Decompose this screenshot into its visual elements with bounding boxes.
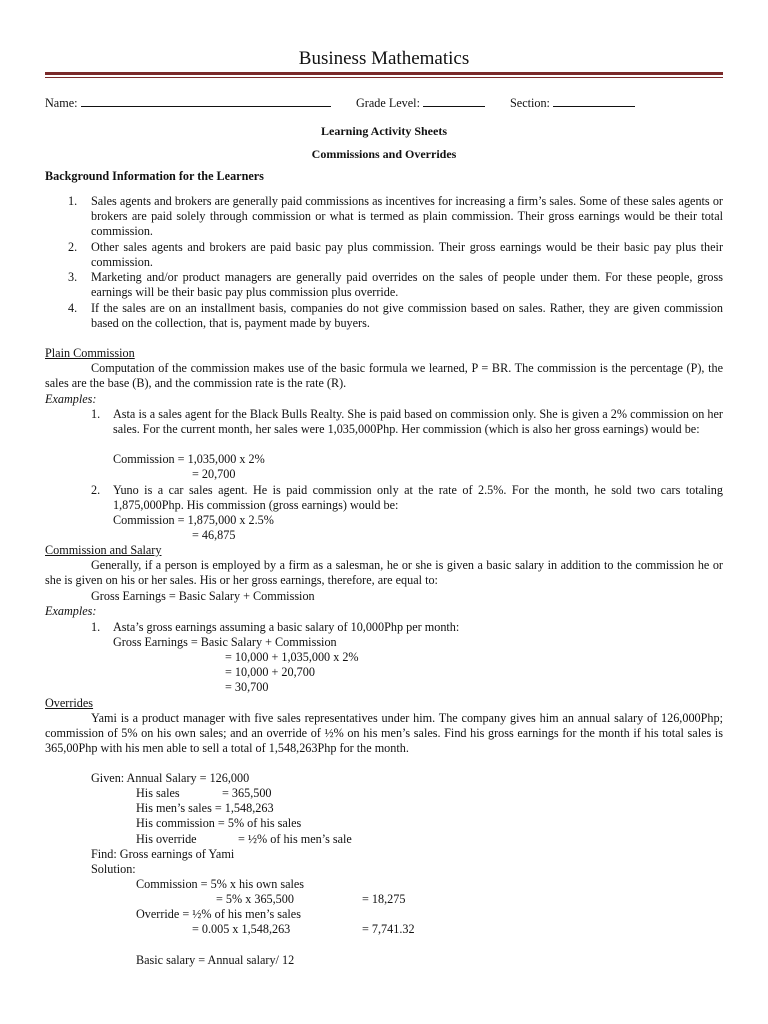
example-number: 1. <box>91 620 101 634</box>
calc-result: = 18,275 <box>362 892 406 906</box>
calc-line: Basic salary = Annual salary/ 12 <box>136 953 295 967</box>
calc-result: = 7,741.32 <box>362 922 415 936</box>
title-rule-thick <box>45 72 723 75</box>
solution-label: Solution: <box>91 862 136 876</box>
calc-line: = 5% x 365,500 <box>216 892 294 906</box>
subtitle-2: Commissions and Overrides <box>311 147 457 161</box>
grade-field[interactable] <box>356 95 485 111</box>
example-text: Asta is a sales agent for the Black Bulls Realty. She is paid based on commission only. She is given a 2% commission on her sales. For the current month, her sales were 1,035,000Php. Her commission (which is also her gross earnings) would be: <box>113 407 723 437</box>
gross-formula: Gross Earnings = Basic Salary + Commission <box>91 589 315 603</box>
examples-label: Examples: <box>45 392 97 406</box>
calc-line: = 46,875 <box>192 528 236 542</box>
calc-line: = 10,000 + 1,035,000 x 2% <box>225 650 359 664</box>
calc-line: Gross Earnings = Basic Salary + Commission <box>113 635 337 649</box>
background-heading: Background Information for the Learners <box>45 169 264 183</box>
name-label: Name: <box>45 96 78 110</box>
section-blank[interactable] <box>553 95 635 107</box>
given-value: = ½% of his men’s sale <box>238 832 352 846</box>
calc-line: = 0.005 x 1,548,263 <box>192 922 291 936</box>
list-item-number: 4. <box>68 301 78 315</box>
grade-blank[interactable] <box>423 95 485 107</box>
name-field[interactable] <box>45 95 331 111</box>
overrides-intro: Yami is a product manager with five sales representatives under him. The company gives him an annual salary of 126,000Php; commission of 5% on his own sales; and an override of ½% on his men’s sales. Find his gross earnings for the month if his total sales is 365,00Php with his men able to sell a total of 1,548,263Php for the month. <box>45 711 723 756</box>
calc-line: = 20,700 <box>192 467 236 481</box>
example-text: Asta’s gross earnings assuming a basic salary of 10,000Php per month: <box>113 620 460 634</box>
plain-commission-heading: Plain Commission <box>45 346 135 360</box>
overrides-heading: Overrides <box>45 696 94 710</box>
subtitle-1: Learning Activity Sheets <box>321 124 447 138</box>
list-item-number: 3. <box>68 270 78 284</box>
calc-line: Commission = 5% x his own sales <box>136 877 305 891</box>
grade-label: Grade Level: <box>356 96 420 110</box>
example-number: 1. <box>91 407 101 421</box>
list-item: If the sales are on an installment basis, companies do not give commission based on sales. Rather, they are given commission based on the collection, that is, payment made by buyers. <box>91 301 723 331</box>
list-item-number: 2. <box>68 240 78 254</box>
examples-label: Examples: <box>45 604 97 618</box>
given-line: His sales <box>136 786 180 800</box>
calc-line: = 30,700 <box>225 680 269 694</box>
example-text: Yuno is a car sales agent. He is paid commission only at the rate of 2.5%. For the month, he sold two cars totaling 1,875,000Php. His commission (gross earnings) would be: <box>113 483 723 513</box>
commission-salary-intro: Generally, if a person is employed by a firm as a salesman, he or she is given a basic salary in addition to the commission he or she is given on his or her sales. His or her gross earnings, therefore, are equal to: <box>45 558 723 588</box>
given-value: = 365,500 <box>222 786 272 800</box>
given-line: Given: Annual Salary = 126,000 <box>91 771 250 785</box>
list-item: Marketing and/or product managers are generally paid overrides on the sales of people under them. For these people, gross earnings will be their basic pay plus commission plus override. <box>91 270 723 300</box>
page-title: Business Mathematics <box>298 48 470 69</box>
calc-line: Override = ½% of his men’s sales <box>136 907 301 921</box>
plain-commission-intro: Computation of the commission makes use of the basic formula we learned, P = BR. The commission is the percentage (P), the sales are the base (B), and the commission rate is the rate (R). <box>45 361 723 391</box>
list-item: Sales agents and brokers are generally paid commissions as incentives for increasing a firm’s sales. Some of these sales agents or brokers are paid solely through commission or what is termed as plain commission. Their gross earnings would be their total commission. <box>91 194 723 239</box>
find-line: Find: Gross earnings of Yami <box>91 847 235 861</box>
calc-line: Commission = 1,875,000 x 2.5% <box>113 513 274 527</box>
example-number: 2. <box>91 483 101 497</box>
commission-salary-heading: Commission and Salary <box>45 543 162 557</box>
calc-line: = 10,000 + 20,700 <box>225 665 315 679</box>
section-label: Section: <box>510 96 550 110</box>
given-line: His override <box>136 832 197 846</box>
title-rule-thin <box>45 77 723 78</box>
given-line: His commission = 5% of his sales <box>136 816 302 830</box>
list-item: Other sales agents and brokers are paid basic pay plus commission. Their gross earnings would be their basic pay plus their commission. <box>91 240 723 270</box>
given-line: His men’s sales = 1,548,263 <box>136 801 274 815</box>
section-field[interactable] <box>510 95 635 111</box>
list-item-number: 1. <box>68 194 78 208</box>
calc-line: Commission = 1,035,000 x 2% <box>113 452 265 466</box>
name-blank[interactable] <box>81 95 331 107</box>
